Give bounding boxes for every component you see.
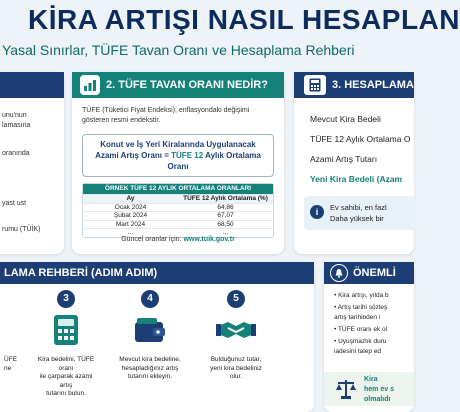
table-cell-month: Şubat 2024 (113, 212, 148, 219)
left-card-text: lamasına (2, 122, 31, 129)
step-number-badge: 3 (57, 290, 75, 308)
calc-info-box (304, 196, 416, 230)
step-5 (204, 290, 268, 382)
step-text: ÜFE ne (4, 356, 17, 372)
important-item: artış tarihinden i (334, 314, 381, 321)
table-cell-month: Mart 2024 (115, 220, 146, 228)
page-subtitle: Yasal Sınırlar, TÜFE Tavan Oranı ve Hesaplama Rehberi (2, 42, 355, 58)
left-card-text: yast ust (2, 200, 27, 207)
important-card (324, 262, 414, 412)
table-cell-rate: 64,86 (217, 203, 234, 211)
table-header-row (83, 194, 273, 203)
info-icon: i (310, 205, 324, 219)
calc-result: Yeni Kira Bedeli (Azam (310, 174, 403, 184)
important-item: • TÜFE oranı ek ol (334, 326, 388, 333)
step-4 (118, 290, 182, 382)
calc-item: TÜFE 12 Aylık Ortalama O (310, 134, 411, 144)
legal-limits-card-header (0, 72, 64, 98)
chart-icon (80, 75, 100, 95)
step-text: Kira bedelini, TÜFE oranı ile çarparak azami artış tutarını bulun. (37, 356, 95, 397)
max-increase-rule (82, 134, 274, 177)
rule-line-1: Konut ve İş Yeri Kiralarında Uygulanacak (100, 140, 256, 149)
step-number-badge: 4 (141, 290, 159, 308)
calculator-icon (304, 75, 326, 95)
tufe-card-title: 2. TÜFE TAVAN ORANI NEDİR? (106, 79, 268, 91)
tufe-card (72, 72, 284, 254)
calc-item: Mevcut Kira Bedeli (310, 114, 381, 124)
scales-icon (334, 378, 358, 405)
important-card-header (324, 262, 414, 284)
calculation-card-header (294, 72, 414, 98)
column-header-month: Ay (126, 195, 135, 202)
table-row (83, 203, 273, 212)
tuik-link[interactable]: www.tuik.gov.tr (183, 236, 235, 243)
source-note (72, 236, 284, 243)
info-text: Daha yüksek bir (330, 214, 384, 223)
tufe-table (82, 183, 274, 238)
table-cell-month: ... (127, 229, 134, 236)
left-card-text: rumu (TÜİK) (2, 226, 41, 233)
rule-line-2 (85, 150, 271, 172)
left-card-text: oranında (2, 150, 30, 157)
calculation-card-title: 3. HESAPLAMA (332, 79, 414, 91)
table-cell-month: Ocak 2024 (114, 203, 147, 211)
important-item: • Artış tarihi sözleş (334, 304, 388, 311)
page-title: KİRA ARTIŞI NASIL HESAPLAN (28, 4, 460, 35)
important-footer-text: Kira (364, 376, 378, 383)
important-item: • Uyuşmazlık duru (334, 338, 387, 345)
tufe-table-title: ÖRNEK TÜFE 12 AYLIK ORTALAMA ORANLARI (83, 184, 273, 194)
left-card-text: unu'nun (2, 112, 27, 119)
important-footer-text: hem ev s (364, 386, 394, 393)
important-footer (324, 372, 414, 406)
table-row (83, 220, 273, 229)
important-item: • Kira artışı, yılda b (334, 292, 389, 299)
steps-card (0, 262, 314, 412)
steps-card-header: LAMA REHBERİ (ADIM ADIM) (0, 262, 314, 284)
calculation-card (294, 72, 414, 254)
table-cell-rate: 67,07 (217, 212, 234, 219)
column-header-rate: TÜFE 12 Aylık Ortalama (%) (183, 195, 268, 202)
tufe-card-header (72, 72, 284, 98)
rule-prefix: Azami Artış Oranı = (95, 151, 169, 160)
important-card-title: ÖNEMLİ (353, 267, 396, 279)
step-text: Bulduğunuz tutar, yeni kira bedeliniz olur. (210, 356, 262, 380)
table-cell-rate: ... (222, 229, 229, 236)
step-text: Mevcut kira bedeline, hesapladığınız artış tutarını ekleyin. (119, 356, 181, 380)
step-number-badge: 5 (227, 290, 245, 308)
step-3 (34, 290, 98, 399)
rule-suffix: Aylık Ortalama Oranı (167, 151, 261, 171)
rule-accent: TÜFE 12 (171, 151, 204, 160)
calculator-icon (34, 314, 98, 346)
source-prefix: Güncel oranlar için: (121, 236, 182, 243)
important-item: iadesini talep ed (334, 348, 381, 355)
bell-icon (330, 264, 348, 282)
table-cell-rate: 68,50 (217, 220, 234, 228)
handshake-icon (204, 314, 268, 346)
calc-item: Azami Artış Tutarı (310, 154, 378, 164)
table-row (83, 211, 273, 220)
legal-limits-card (0, 72, 64, 254)
wallet-icon (118, 314, 182, 346)
tufe-description: TÜFE (Tüketici Fiyat Endeksi), enflasyondaki değişimi gösteren resmi endekstir. (82, 107, 250, 124)
info-text: Ev sahibi, en fazl (330, 203, 387, 212)
important-footer-text: olmalıdı (364, 396, 391, 403)
